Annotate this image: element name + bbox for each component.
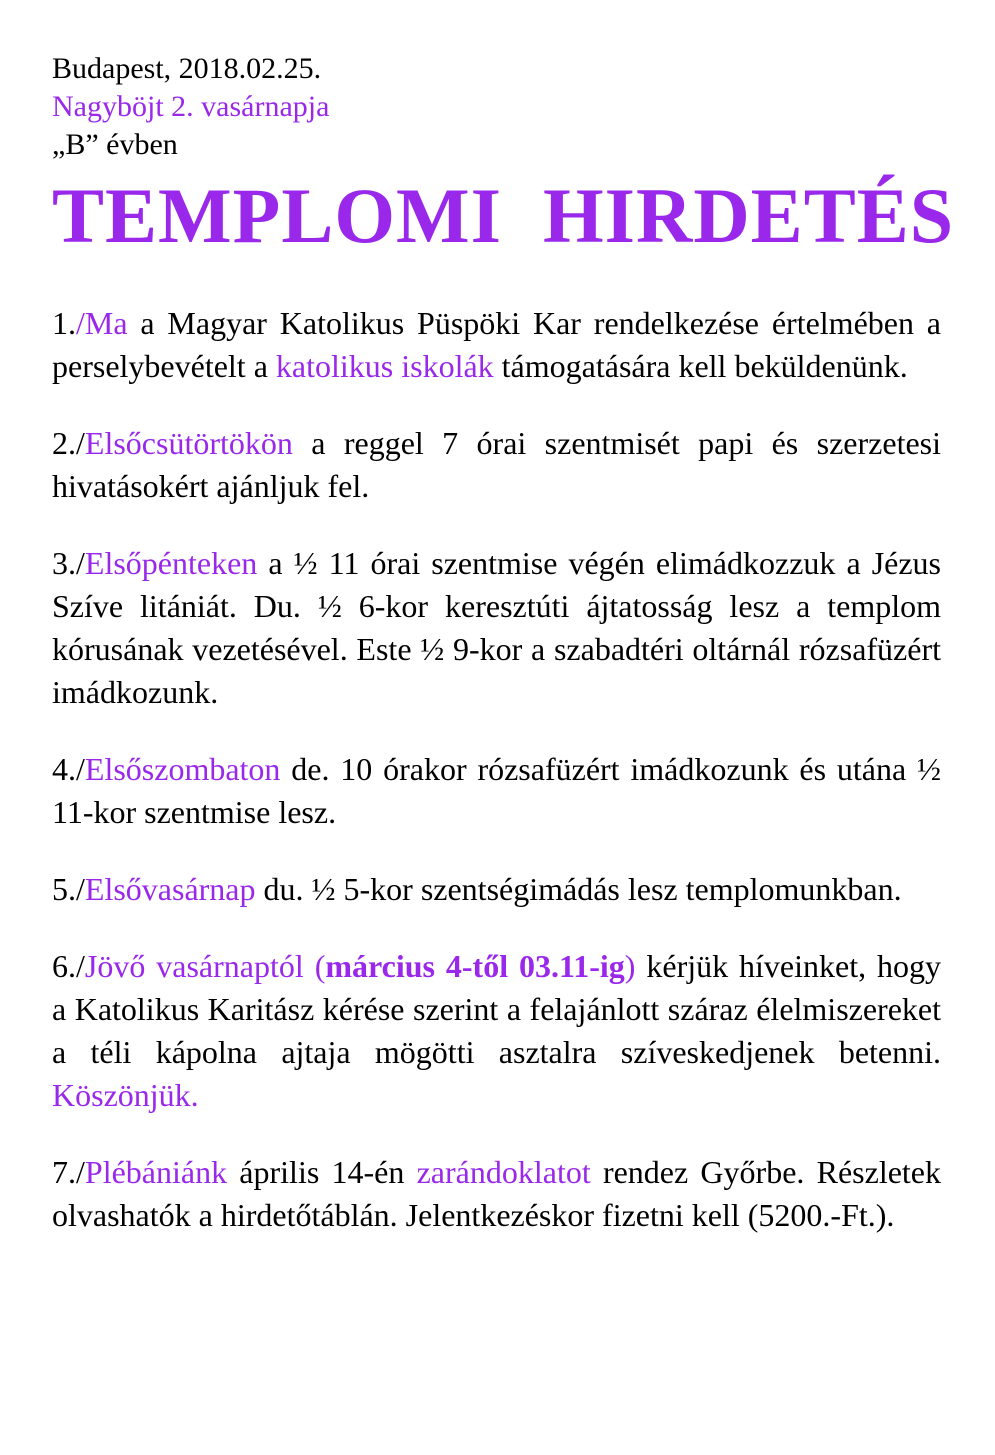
body-text: 3./ (52, 545, 85, 581)
announcement-paragraph (52, 302, 941, 388)
highlighted-text: zarándoklatot (416, 1154, 591, 1190)
body-text: 4./ (52, 751, 85, 787)
highlighted-text: Köszönjük. (52, 1077, 199, 1113)
body-text: kérjük híveinket, hogy a Katolikus Karitász kérése szerint a felajánlott száraz élelmiszereket a téli kápolna ajtaja mögötti asztalra szíveskedjenek betenni. (52, 948, 942, 1070)
body-text: 1. (52, 305, 76, 341)
body-text: a reggel 7 órai szentmisét papi és szerzetesi hivatásokért ajánljuk fel. (52, 425, 941, 504)
liturgical-day: Nagyböjt 2. vasárnapja (52, 90, 330, 123)
announcement-paragraph (52, 422, 941, 508)
highlighted-text: katolikus iskolák (275, 348, 494, 384)
announcement-paragraph (52, 945, 941, 1117)
highlighted-text: Elsőszombaton (84, 751, 281, 787)
body-text: 2./ (52, 425, 85, 461)
page-title: TEMPLOMI HIRDETÉS (52, 172, 955, 259)
announcements-list (52, 302, 941, 1237)
body-text: de. 10 órakor rózsafüzért imádkozunk és utána ½ 11-kor szentmise lesz. (52, 751, 941, 830)
highlighted-text: ) (624, 948, 636, 984)
body-text: 7./ (52, 1154, 85, 1190)
highlighted-text: Plébániánk (84, 1154, 228, 1190)
body-text: du. ½ 5-kor szentségimádás lesz templomunkban. (255, 871, 902, 907)
header-block (52, 50, 941, 164)
highlighted-text: Jövő vasárnaptól (84, 948, 315, 984)
announcement-paragraph (52, 1151, 941, 1237)
announcement-paragraph (52, 868, 941, 911)
body-text: támogatására kell beküldenünk. (493, 348, 908, 384)
body-text: a Magyar Katolikus Püspöki Kar rendelkezése értelmében a perselybevételt a (52, 305, 941, 384)
dateline: Budapest, 2018.02.25. (52, 52, 322, 85)
highlighted-text: ( (314, 948, 326, 984)
highlighted-text: március 4-től 03.11-ig (325, 948, 625, 984)
year-cycle: „B” évben (52, 128, 178, 161)
highlighted-text: Elsővasárnap (84, 871, 256, 907)
announcement-paragraph (52, 542, 941, 714)
body-text: a ½ 11 órai szentmise végén elimádkozzuk a Jézus Szíve litániát. Du. ½ 6-kor keresztúti ájtatosság lesz a templom kórusának vezetésével. Este ½ 9-kor a szabadtéri oltárnál rózsafüzért imádkozunk. (52, 545, 941, 710)
announcement-paragraph (52, 748, 941, 834)
body-text: 5./ (52, 871, 85, 907)
highlighted-text: Elsőpénteken (84, 545, 258, 581)
body-text: április 14-én (227, 1154, 417, 1190)
body-text: 6./ (52, 948, 85, 984)
highlighted-text: /Ma (76, 305, 128, 341)
highlighted-text: Elsőcsütörtökön (84, 425, 293, 461)
body-text: rendez Győrbe. Részletek olvashatók a hirdetőtáblán. Jelentkezéskor fizetni kell (5200.-Ft.). (52, 1154, 941, 1233)
